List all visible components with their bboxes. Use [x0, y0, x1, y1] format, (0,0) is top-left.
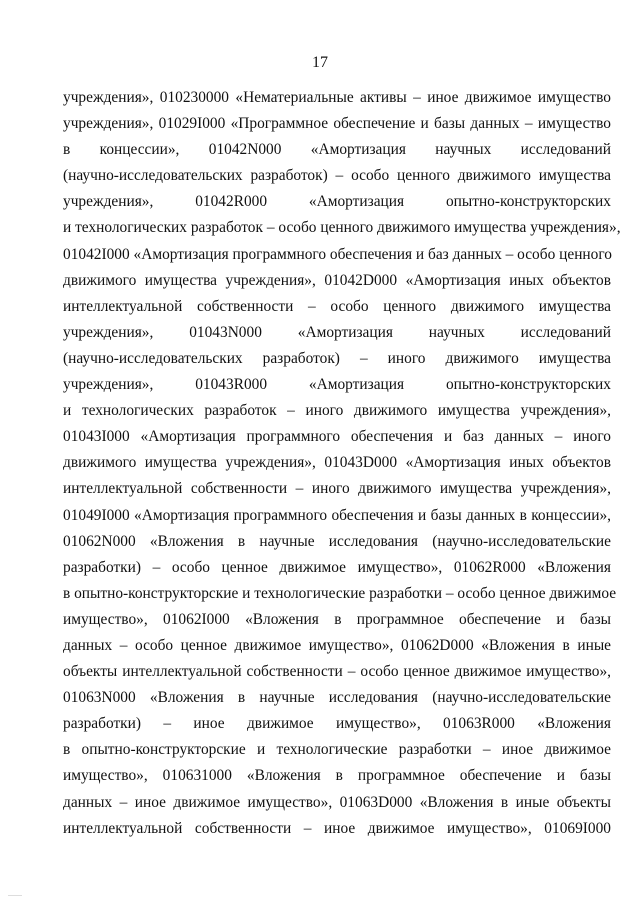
text-line: учреждения», 01043N000 «Амортизация научных исследований: [63, 323, 611, 341]
text-line: и технологических разработок – особо ценного движимого имущества учреждения»,: [63, 219, 621, 237]
text-line: 01062N000 «Вложения в научные исследования (научно-исследовательские: [63, 532, 611, 550]
text-line: и технологических разработок – иного движимого имущества учреждения»,: [63, 402, 611, 420]
text-line: имущество», 01062I000 «Вложения в программное обеспечение и базы: [63, 610, 611, 628]
body-text: [63, 85, 621, 842]
text-line: (научно-исследовательских разработок) – иного движимого имущества: [63, 349, 611, 367]
text-line: 01042I000 «Амортизация программного обеспечения и баз данных – особо ценного: [63, 245, 612, 263]
text-line: интеллектуальной собственности – иное движимое имущество», 01069I000: [63, 819, 611, 837]
page-number: 17: [312, 54, 328, 71]
text-line: в концессии», 01042N000 «Амортизация научных исследований: [63, 141, 611, 159]
text-line: имущество», 010631000 «Вложения в программное обеспечение и базы: [63, 767, 611, 785]
text-line: разработки) – иное движимое имущество», 01063R000 «Вложения: [63, 715, 611, 733]
text-line: учреждения», 01042R000 «Амортизация опытно-конструкторских: [63, 193, 611, 211]
text-line: 01049I000 «Амортизация программного обеспечения и базы данных в концессии»,: [63, 506, 611, 524]
text-line: объекты интеллектуальной собственности – особо ценное движимое имущество»,: [63, 663, 611, 681]
text-line: в опытно-конструкторские и технологические разработки – иное движимое: [63, 741, 611, 759]
text-line: данных – иное движимое имущество», 01063D000 «Вложения в иные объекты: [63, 793, 611, 811]
text-line: интеллектуальной собственности – иного движимого имущества учреждения»,: [63, 480, 611, 498]
text-line: движимого имущества учреждения», 01042D000 «Амортизация иных объектов: [63, 271, 611, 289]
text-line: 01063N000 «Вложения в научные исследования (научно-исследовательские: [63, 689, 611, 707]
text-line: 01043I000 «Амортизация программного обеспечения и баз данных – иного: [63, 428, 611, 446]
text-line: данных – особо ценное движимое имущество», 01062D000 «Вложения в иные: [63, 636, 611, 654]
text-line: (научно-исследовательских разработок) – особо ценного движимого имущества: [63, 167, 611, 185]
text-line: учреждения», 01029I000 «Программное обеспечение и базы данных – имущество: [63, 115, 611, 133]
text-line: интеллектуальной собственности – особо ценного движимого имущества: [63, 297, 611, 315]
text-line: учреждения», 010230000 «Нематериальные активы – иное движимое имущество: [63, 89, 611, 106]
text-line: в опытно-конструкторские и технологические разработки – особо ценное движимое: [63, 584, 617, 602]
text-line: учреждения», 01043R000 «Амортизация опытно-конструкторских: [63, 376, 611, 394]
text-line: разработки) – особо ценное движимое имущество», 01062R000 «Вложения: [63, 558, 611, 576]
text-line: движимого имущества учреждения», 01043D000 «Амортизация иных объектов: [63, 454, 611, 472]
scan-edge-mark: [8, 895, 22, 896]
